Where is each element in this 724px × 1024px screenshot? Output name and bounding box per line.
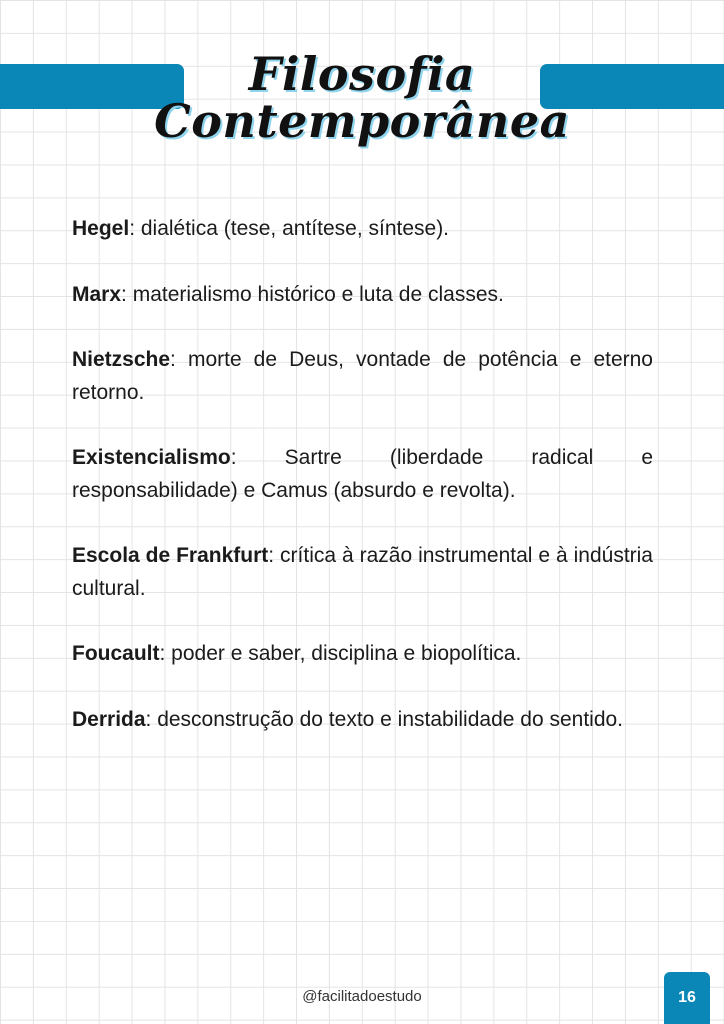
entry-nietzsche bbox=[72, 344, 653, 409]
entry-text: : materialismo histórico e luta de classes. bbox=[121, 282, 504, 306]
entry-derrida bbox=[72, 704, 653, 737]
entry-text: : Sartre (liberdade radical e responsabilidade) e Camus (absurdo e revolta). bbox=[72, 446, 653, 502]
page-title bbox=[150, 47, 574, 149]
entry-term: Marx bbox=[72, 282, 122, 306]
entry-text: : morte de Deus, vontade de potência e eterno retorno. bbox=[72, 348, 653, 404]
entry-term: Nietzsche bbox=[72, 348, 171, 371]
entry-existencialismo bbox=[72, 442, 653, 507]
entry-escola-de-frankfurt bbox=[72, 540, 653, 605]
entry-text: : crítica à razão instrumental e à indústria cultural. bbox=[72, 544, 653, 600]
title-line-1: Filosofia bbox=[248, 47, 476, 102]
entry-term: Existencialismo bbox=[72, 446, 231, 469]
entry-text: : desconstrução do texto e instabilidade do sentido. bbox=[145, 707, 624, 731]
entry-term: Hegel bbox=[72, 217, 130, 240]
page-number-badge: 16 bbox=[664, 972, 710, 1024]
entry-term: Escola de Frankfurt bbox=[72, 544, 269, 567]
entry-text: : dialética (tese, antítese, síntese). bbox=[129, 217, 450, 240]
entry-text: : poder e saber, disciplina e biopolítica. bbox=[159, 642, 522, 665]
entry-term: Foucault bbox=[72, 642, 160, 665]
entry-foucault bbox=[72, 638, 653, 671]
content-body bbox=[72, 213, 653, 769]
entry-hegel bbox=[72, 213, 653, 246]
entry-marx bbox=[72, 279, 653, 312]
footer-handle: @facilitadoestudo bbox=[302, 988, 422, 1005]
entry-term: Derrida bbox=[72, 707, 146, 731]
title-line-2: Contemporânea bbox=[154, 94, 570, 149]
